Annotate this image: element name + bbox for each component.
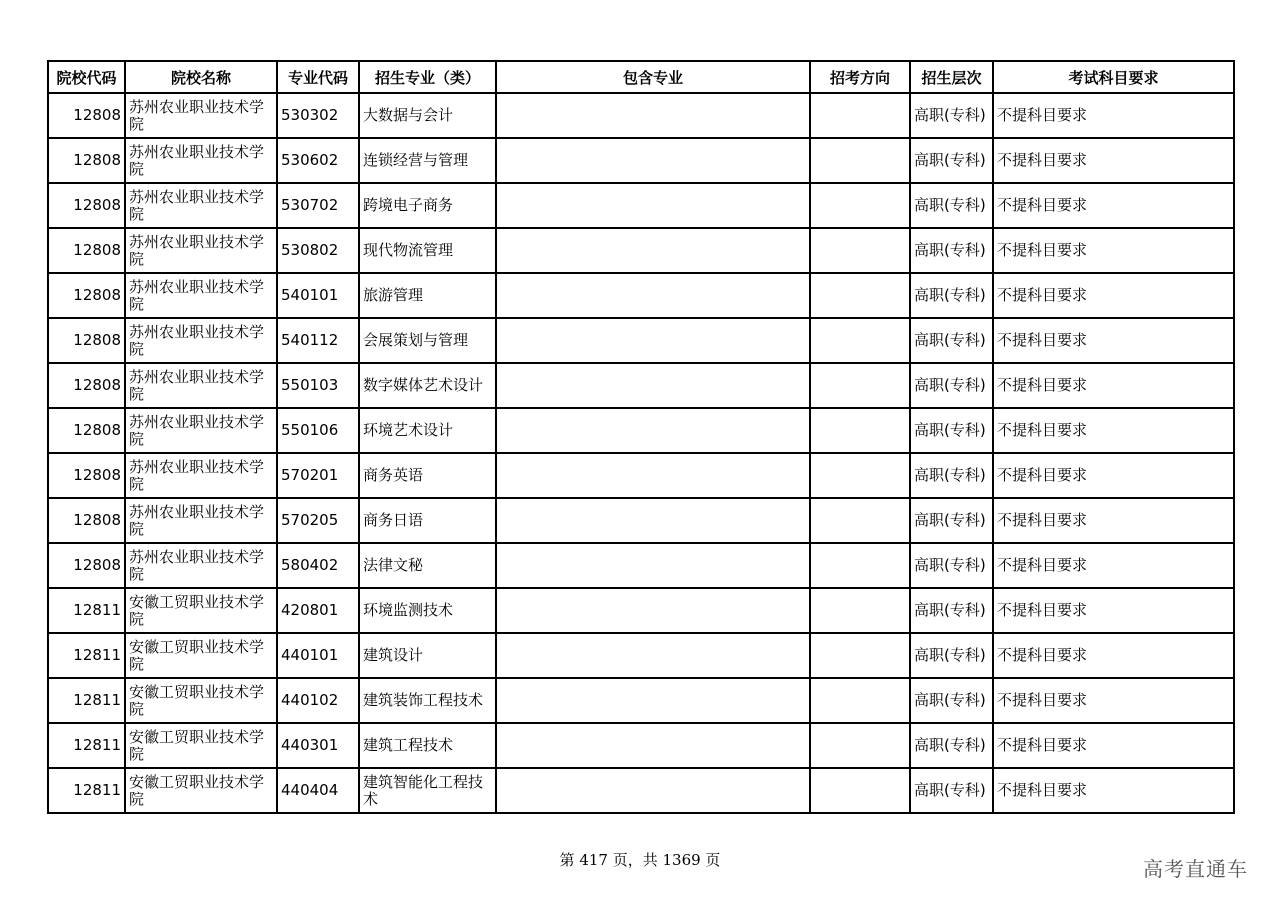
school-code-cell: 12811: [48, 633, 125, 678]
included-majors-cell: [496, 498, 810, 543]
level-cell: 高职(专科): [910, 273, 993, 318]
level-cell: 高职(专科): [910, 498, 993, 543]
school-code-cell: 12808: [48, 273, 125, 318]
major-cell: 旅游管理: [359, 273, 496, 318]
direction-cell: [810, 453, 910, 498]
major-cell: 大数据与会计: [359, 93, 496, 138]
school-code-cell: 12808: [48, 498, 125, 543]
level-cell: 高职(专科): [910, 453, 993, 498]
level-cell: 高职(专科): [910, 228, 993, 273]
school-code-cell: 12811: [48, 723, 125, 768]
major-code-cell: 530702: [277, 183, 359, 228]
major-code-cell: 550103: [277, 363, 359, 408]
school-name-cell: 苏州农业职业技术学院: [125, 498, 277, 543]
direction-cell: [810, 723, 910, 768]
major-cell: 商务英语: [359, 453, 496, 498]
requirement-cell: 不提科目要求: [993, 93, 1234, 138]
included-majors-cell: [496, 678, 810, 723]
level-cell: 高职(专科): [910, 633, 993, 678]
school-code-cell: 12808: [48, 93, 125, 138]
major-cell: 环境监测技术: [359, 588, 496, 633]
table-row: [48, 183, 1234, 228]
header-included-majors: 包含专业: [496, 61, 810, 93]
school-name-cell: 安徽工贸职业技术学院: [125, 678, 277, 723]
header-level: 招生层次: [910, 61, 993, 93]
major-cell: 建筑设计: [359, 633, 496, 678]
major-cell: 跨境电子商务: [359, 183, 496, 228]
level-cell: 高职(专科): [910, 93, 993, 138]
major-cell: 建筑装饰工程技术: [359, 678, 496, 723]
requirement-cell: 不提科目要求: [993, 588, 1234, 633]
major-code-cell: 570201: [277, 453, 359, 498]
page-footer: 第 417 页，共 1369 页: [559, 851, 721, 869]
major-code-cell: 530802: [277, 228, 359, 273]
included-majors-cell: [496, 138, 810, 183]
table-row: [48, 228, 1234, 273]
level-cell: 高职(专科): [910, 768, 993, 813]
header-major-code: 专业代码: [277, 61, 359, 93]
level-cell: 高职(专科): [910, 408, 993, 453]
header-major: 招生专业（类）: [359, 61, 496, 93]
requirement-cell: 不提科目要求: [993, 183, 1234, 228]
included-majors-cell: [496, 588, 810, 633]
school-code-cell: 12811: [48, 768, 125, 813]
included-majors-cell: [496, 768, 810, 813]
school-name-cell: 安徽工贸职业技术学院: [125, 633, 277, 678]
table-row: [48, 498, 1234, 543]
included-majors-cell: [496, 453, 810, 498]
direction-cell: [810, 408, 910, 453]
level-cell: 高职(专科): [910, 138, 993, 183]
header-direction: 招考方向: [810, 61, 910, 93]
level-cell: 高职(专科): [910, 543, 993, 588]
major-code-cell: 440101: [277, 633, 359, 678]
major-cell: 环境艺术设计: [359, 408, 496, 453]
direction-cell: [810, 633, 910, 678]
requirement-cell: 不提科目要求: [993, 633, 1234, 678]
table-row: [48, 363, 1234, 408]
direction-cell: [810, 768, 910, 813]
major-cell: 会展策划与管理: [359, 318, 496, 363]
included-majors-cell: [496, 723, 810, 768]
included-majors-cell: [496, 228, 810, 273]
table-row: [48, 543, 1234, 588]
school-code-cell: 12808: [48, 138, 125, 183]
school-code-cell: 12808: [48, 453, 125, 498]
table-body: [48, 93, 1234, 813]
requirement-cell: 不提科目要求: [993, 408, 1234, 453]
table-row: [48, 768, 1234, 813]
school-name-cell: 苏州农业职业技术学院: [125, 363, 277, 408]
included-majors-cell: [496, 633, 810, 678]
direction-cell: [810, 498, 910, 543]
school-name-cell: 苏州农业职业技术学院: [125, 453, 277, 498]
requirement-cell: 不提科目要求: [993, 723, 1234, 768]
included-majors-cell: [496, 408, 810, 453]
direction-cell: [810, 138, 910, 183]
table-row: [48, 408, 1234, 453]
major-code-cell: 540101: [277, 273, 359, 318]
major-code-cell: 440301: [277, 723, 359, 768]
major-code-cell: 440404: [277, 768, 359, 813]
school-name-cell: 苏州农业职业技术学院: [125, 408, 277, 453]
requirement-cell: 不提科目要求: [993, 273, 1234, 318]
school-name-cell: 苏州农业职业技术学院: [125, 138, 277, 183]
school-code-cell: 12808: [48, 318, 125, 363]
major-code-cell: 530602: [277, 138, 359, 183]
school-code-cell: 12808: [48, 183, 125, 228]
school-code-cell: 12808: [48, 228, 125, 273]
major-cell: 法律文秘: [359, 543, 496, 588]
header-school-name: 院校名称: [125, 61, 277, 93]
major-cell: 建筑工程技术: [359, 723, 496, 768]
requirement-cell: 不提科目要求: [993, 363, 1234, 408]
requirement-cell: 不提科目要求: [993, 138, 1234, 183]
school-name-cell: 安徽工贸职业技术学院: [125, 768, 277, 813]
header-requirement: 考试科目要求: [993, 61, 1234, 93]
level-cell: 高职(专科): [910, 363, 993, 408]
direction-cell: [810, 228, 910, 273]
major-code-cell: 420801: [277, 588, 359, 633]
major-cell: 数字媒体艺术设计: [359, 363, 496, 408]
direction-cell: [810, 543, 910, 588]
major-code-cell: 530302: [277, 93, 359, 138]
school-name-cell: 苏州农业职业技术学院: [125, 273, 277, 318]
school-name-cell: 苏州农业职业技术学院: [125, 228, 277, 273]
school-code-cell: 12811: [48, 678, 125, 723]
requirement-cell: 不提科目要求: [993, 318, 1234, 363]
table-row: [48, 93, 1234, 138]
requirement-cell: 不提科目要求: [993, 768, 1234, 813]
table-row: [48, 588, 1234, 633]
table-row: [48, 273, 1234, 318]
school-code-cell: 12808: [48, 408, 125, 453]
school-code-cell: 12808: [48, 363, 125, 408]
requirement-cell: 不提科目要求: [993, 228, 1234, 273]
level-cell: 高职(专科): [910, 183, 993, 228]
direction-cell: [810, 363, 910, 408]
direction-cell: [810, 678, 910, 723]
school-name-cell: 安徽工贸职业技术学院: [125, 588, 277, 633]
level-cell: 高职(专科): [910, 588, 993, 633]
level-cell: 高职(专科): [910, 318, 993, 363]
header-school-code: 院校代码: [48, 61, 125, 93]
included-majors-cell: [496, 273, 810, 318]
table-header-row: [48, 61, 1234, 93]
major-code-cell: 580402: [277, 543, 359, 588]
school-name-cell: 苏州农业职业技术学院: [125, 543, 277, 588]
admissions-table: [47, 60, 1235, 814]
major-code-cell: 570205: [277, 498, 359, 543]
major-cell: 现代物流管理: [359, 228, 496, 273]
major-code-cell: 540112: [277, 318, 359, 363]
table-row: [48, 723, 1234, 768]
direction-cell: [810, 318, 910, 363]
included-majors-cell: [496, 543, 810, 588]
major-cell: 商务日语: [359, 498, 496, 543]
major-code-cell: 440102: [277, 678, 359, 723]
school-code-cell: 12811: [48, 588, 125, 633]
table-row: [48, 678, 1234, 723]
table-row: [48, 318, 1234, 363]
level-cell: 高职(专科): [910, 678, 993, 723]
included-majors-cell: [496, 93, 810, 138]
major-cell: 建筑智能化工程技术: [359, 768, 496, 813]
school-name-cell: 苏州农业职业技术学院: [125, 318, 277, 363]
requirement-cell: 不提科目要求: [993, 678, 1234, 723]
major-cell: 连锁经营与管理: [359, 138, 496, 183]
school-name-cell: 苏州农业职业技术学院: [125, 93, 277, 138]
major-code-cell: 550106: [277, 408, 359, 453]
school-code-cell: 12808: [48, 543, 125, 588]
watermark: 高考直通车: [1143, 857, 1248, 881]
direction-cell: [810, 183, 910, 228]
table-row: [48, 453, 1234, 498]
included-majors-cell: [496, 318, 810, 363]
direction-cell: [810, 93, 910, 138]
direction-cell: [810, 588, 910, 633]
included-majors-cell: [496, 183, 810, 228]
requirement-cell: 不提科目要求: [993, 543, 1234, 588]
included-majors-cell: [496, 363, 810, 408]
requirement-cell: 不提科目要求: [993, 453, 1234, 498]
direction-cell: [810, 273, 910, 318]
level-cell: 高职(专科): [910, 723, 993, 768]
school-name-cell: 安徽工贸职业技术学院: [125, 723, 277, 768]
requirement-cell: 不提科目要求: [993, 498, 1234, 543]
table-row: [48, 138, 1234, 183]
table-row: [48, 633, 1234, 678]
school-name-cell: 苏州农业职业技术学院: [125, 183, 277, 228]
